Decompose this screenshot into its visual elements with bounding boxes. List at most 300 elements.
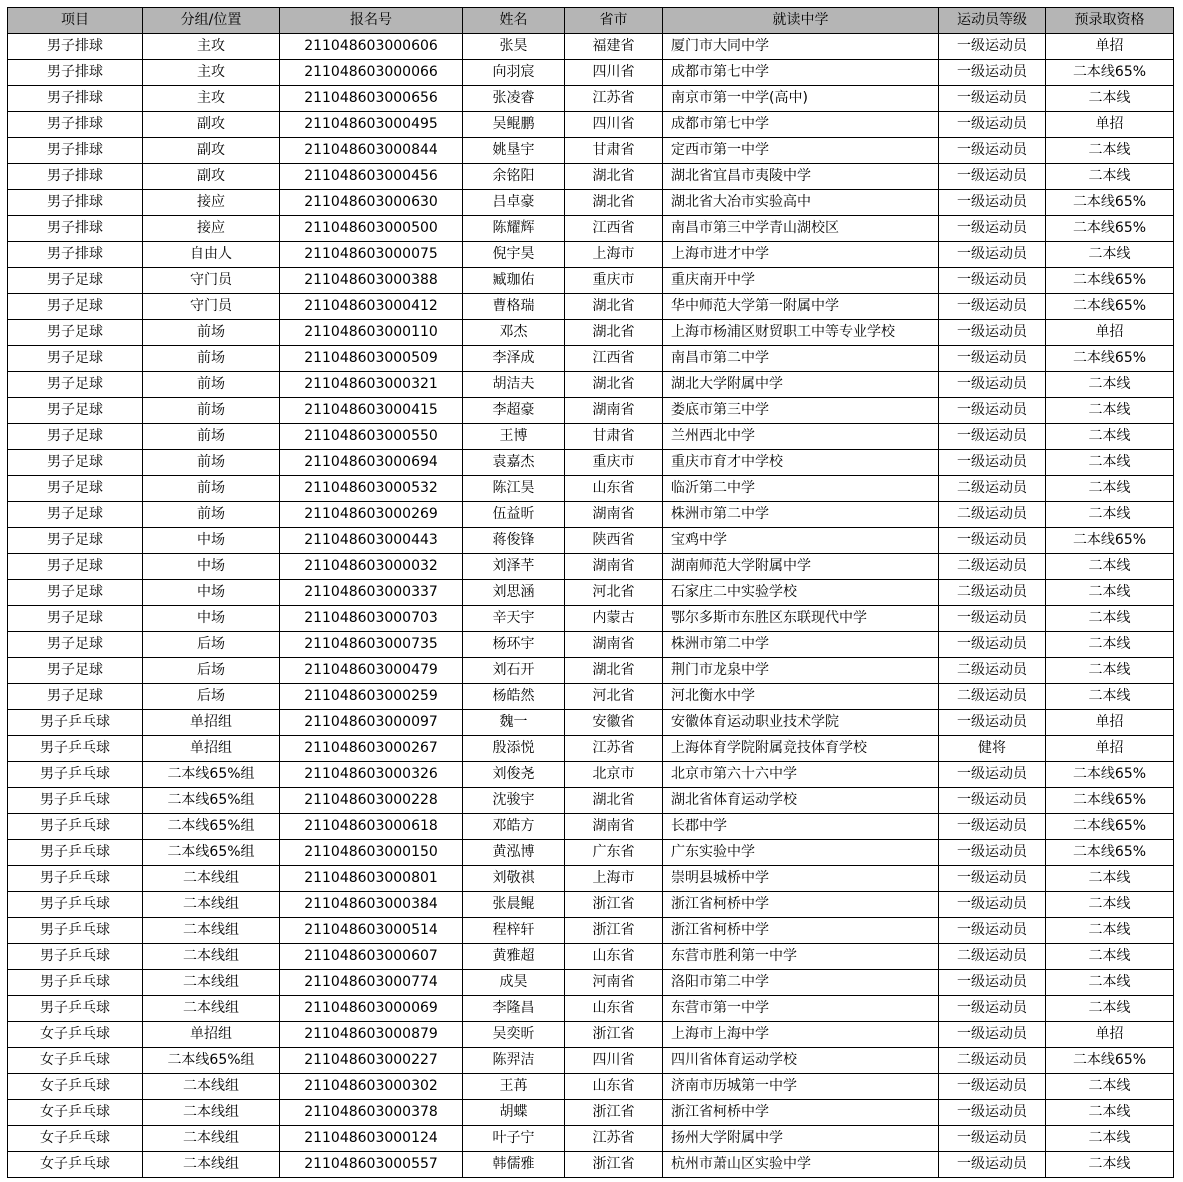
cell-registration-number: 211048603000124 [280, 1126, 463, 1152]
cell-project: 男子足球 [8, 346, 143, 372]
cell-name: 刘石开 [463, 658, 565, 684]
cell-school: 娄底市第三中学 [663, 398, 939, 424]
cell-admission-qualification: 二本线65% [1046, 346, 1174, 372]
cell-admission-qualification: 二本线 [1046, 918, 1174, 944]
cell-name: 吴鲲鹏 [463, 112, 565, 138]
cell-registration-number: 211048603000259 [280, 684, 463, 710]
cell-registration-number: 211048603000321 [280, 372, 463, 398]
cell-project: 男子排球 [8, 34, 143, 60]
cell-project: 男子排球 [8, 190, 143, 216]
cell-school: 四川省体育运动学校 [663, 1048, 939, 1074]
cell-school: 扬州大学附属中学 [663, 1126, 939, 1152]
table-row [8, 1100, 1174, 1126]
cell-project: 男子足球 [8, 320, 143, 346]
cell-province: 山东省 [565, 1074, 663, 1100]
cell-registration-number: 211048603000479 [280, 658, 463, 684]
cell-admission-qualification: 二本线65% [1046, 190, 1174, 216]
cell-province: 上海市 [565, 242, 663, 268]
cell-school: 广东实验中学 [663, 840, 939, 866]
cell-school: 浙江省柯桥中学 [663, 1100, 939, 1126]
cell-name: 辛天宇 [463, 606, 565, 632]
cell-school: 南昌市第二中学 [663, 346, 939, 372]
table-body [8, 34, 1174, 1178]
cell-province: 四川省 [565, 1048, 663, 1074]
cell-school: 北京市第六十六中学 [663, 762, 939, 788]
cell-registration-number: 211048603000618 [280, 814, 463, 840]
cell-name: 陈耀辉 [463, 216, 565, 242]
cell-project: 女子乒乓球 [8, 1022, 143, 1048]
cell-project: 男子足球 [8, 424, 143, 450]
cell-athlete-level: 二级运动员 [939, 684, 1046, 710]
cell-province: 湖南省 [565, 632, 663, 658]
cell-project: 男子排球 [8, 112, 143, 138]
cell-registration-number: 211048603000735 [280, 632, 463, 658]
cell-athlete-level: 一级运动员 [939, 294, 1046, 320]
cell-admission-qualification: 二本线65% [1046, 60, 1174, 86]
table-row [8, 710, 1174, 736]
cell-project: 男子排球 [8, 86, 143, 112]
cell-school: 浙江省柯桥中学 [663, 918, 939, 944]
cell-name: 殷添悦 [463, 736, 565, 762]
cell-province: 湖北省 [565, 788, 663, 814]
cell-athlete-level: 一级运动员 [939, 190, 1046, 216]
cell-group-position: 前场 [143, 320, 280, 346]
cell-province: 江西省 [565, 346, 663, 372]
table-row [8, 398, 1174, 424]
cell-admission-qualification: 单招 [1046, 112, 1174, 138]
cell-province: 山东省 [565, 944, 663, 970]
cell-project: 男子足球 [8, 502, 143, 528]
cell-name: 伍益昕 [463, 502, 565, 528]
cell-province: 江苏省 [565, 86, 663, 112]
cell-registration-number: 211048603000550 [280, 424, 463, 450]
cell-project: 男子乒乓球 [8, 918, 143, 944]
cell-group-position: 前场 [143, 476, 280, 502]
cell-athlete-level: 二级运动员 [939, 554, 1046, 580]
column-header-province: 省市 [565, 8, 663, 34]
cell-province: 四川省 [565, 112, 663, 138]
cell-school: 安徽体育运动职业技术学院 [663, 710, 939, 736]
cell-project: 男子足球 [8, 528, 143, 554]
cell-admission-qualification: 二本线65% [1046, 788, 1174, 814]
table-row [8, 138, 1174, 164]
cell-registration-number: 211048603000656 [280, 86, 463, 112]
table-row [8, 424, 1174, 450]
cell-school: 东营市胜利第一中学 [663, 944, 939, 970]
cell-athlete-level: 二级运动员 [939, 580, 1046, 606]
cell-province: 浙江省 [565, 1100, 663, 1126]
cell-admission-qualification: 二本线 [1046, 1100, 1174, 1126]
cell-group-position: 中场 [143, 554, 280, 580]
cell-province: 内蒙古 [565, 606, 663, 632]
cell-registration-number: 211048603000532 [280, 476, 463, 502]
cell-group-position: 守门员 [143, 294, 280, 320]
cell-school: 成都市第七中学 [663, 60, 939, 86]
table-header [8, 8, 1174, 34]
cell-registration-number: 211048603000384 [280, 892, 463, 918]
cell-registration-number: 211048603000557 [280, 1152, 463, 1178]
cell-school: 临沂第二中学 [663, 476, 939, 502]
cell-school: 长郡中学 [663, 814, 939, 840]
cell-admission-qualification: 二本线 [1046, 606, 1174, 632]
admission-table [7, 7, 1174, 1178]
cell-project: 男子乒乓球 [8, 814, 143, 840]
cell-admission-qualification: 二本线 [1046, 502, 1174, 528]
table-row [8, 684, 1174, 710]
cell-group-position: 副攻 [143, 112, 280, 138]
cell-name: 魏一 [463, 710, 565, 736]
cell-school: 重庆南开中学 [663, 268, 939, 294]
cell-school: 湖南师范大学附属中学 [663, 554, 939, 580]
table-row [8, 320, 1174, 346]
cell-group-position: 二本线组 [143, 996, 280, 1022]
cell-group-position: 主攻 [143, 86, 280, 112]
cell-project: 男子乒乓球 [8, 840, 143, 866]
cell-school: 湖北省宜昌市夷陵中学 [663, 164, 939, 190]
cell-school: 上海市上海中学 [663, 1022, 939, 1048]
cell-school: 南京市第一中学(高中) [663, 86, 939, 112]
column-header-group-position: 分组/位置 [143, 8, 280, 34]
table-row [8, 528, 1174, 554]
cell-name: 邓杰 [463, 320, 565, 346]
cell-group-position: 前场 [143, 372, 280, 398]
cell-admission-qualification: 二本线 [1046, 138, 1174, 164]
table-row [8, 242, 1174, 268]
cell-name: 向羽宸 [463, 60, 565, 86]
cell-name: 蒋俊锋 [463, 528, 565, 554]
cell-group-position: 二本线65%组 [143, 788, 280, 814]
cell-registration-number: 211048603000456 [280, 164, 463, 190]
cell-province: 湖北省 [565, 294, 663, 320]
cell-school: 浙江省柯桥中学 [663, 892, 939, 918]
cell-registration-number: 211048603000150 [280, 840, 463, 866]
cell-school: 湖北大学附属中学 [663, 372, 939, 398]
cell-province: 湖南省 [565, 554, 663, 580]
cell-province: 陕西省 [565, 528, 663, 554]
cell-school: 湖北省大冶市实验高中 [663, 190, 939, 216]
cell-province: 上海市 [565, 866, 663, 892]
cell-registration-number: 211048603000075 [280, 242, 463, 268]
cell-name: 杨皓然 [463, 684, 565, 710]
cell-school: 兰州西北中学 [663, 424, 939, 450]
table-row [8, 658, 1174, 684]
cell-name: 沈骏宇 [463, 788, 565, 814]
cell-province: 山东省 [565, 476, 663, 502]
cell-admission-qualification: 二本线 [1046, 632, 1174, 658]
cell-name: 邓皓方 [463, 814, 565, 840]
cell-name: 刘思涵 [463, 580, 565, 606]
cell-project: 男子足球 [8, 554, 143, 580]
cell-admission-qualification: 二本线65% [1046, 216, 1174, 242]
cell-school: 成都市第七中学 [663, 112, 939, 138]
cell-athlete-level: 一级运动员 [939, 320, 1046, 346]
cell-school: 石家庄二中实验学校 [663, 580, 939, 606]
cell-name: 王苒 [463, 1074, 565, 1100]
cell-registration-number: 211048603000495 [280, 112, 463, 138]
cell-school: 河北衡水中学 [663, 684, 939, 710]
cell-athlete-level: 一级运动员 [939, 814, 1046, 840]
cell-group-position: 二本线组 [143, 970, 280, 996]
cell-registration-number: 211048603000337 [280, 580, 463, 606]
cell-name: 臧珈佑 [463, 268, 565, 294]
cell-athlete-level: 一级运动员 [939, 86, 1046, 112]
cell-name: 杨环宇 [463, 632, 565, 658]
cell-project: 男子乒乓球 [8, 762, 143, 788]
cell-school: 杭州市萧山区实验中学 [663, 1152, 939, 1178]
cell-registration-number: 211048603000607 [280, 944, 463, 970]
cell-admission-qualification: 单招 [1046, 710, 1174, 736]
cell-athlete-level: 一级运动员 [939, 424, 1046, 450]
cell-admission-qualification: 二本线65% [1046, 814, 1174, 840]
cell-admission-qualification: 二本线 [1046, 476, 1174, 502]
cell-name: 曹格瑞 [463, 294, 565, 320]
cell-name: 刘俊尧 [463, 762, 565, 788]
cell-registration-number: 211048603000801 [280, 866, 463, 892]
cell-group-position: 二本线组 [143, 1074, 280, 1100]
cell-athlete-level: 二级运动员 [939, 658, 1046, 684]
cell-group-position: 单招组 [143, 710, 280, 736]
cell-name: 韩儒雅 [463, 1152, 565, 1178]
cell-group-position: 中场 [143, 580, 280, 606]
cell-registration-number: 211048603000066 [280, 60, 463, 86]
table-row [8, 736, 1174, 762]
cell-group-position: 自由人 [143, 242, 280, 268]
cell-group-position: 后场 [143, 684, 280, 710]
cell-athlete-level: 一级运动员 [939, 1100, 1046, 1126]
cell-project: 女子乒乓球 [8, 1152, 143, 1178]
cell-athlete-level: 一级运动员 [939, 268, 1046, 294]
cell-project: 男子足球 [8, 372, 143, 398]
cell-name: 胡洁夫 [463, 372, 565, 398]
cell-province: 重庆市 [565, 268, 663, 294]
cell-group-position: 中场 [143, 528, 280, 554]
cell-name: 程梓轩 [463, 918, 565, 944]
table-row [8, 112, 1174, 138]
cell-province: 湖北省 [565, 320, 663, 346]
cell-athlete-level: 一级运动员 [939, 710, 1046, 736]
cell-athlete-level: 一级运动员 [939, 216, 1046, 242]
cell-school: 重庆市育才中学校 [663, 450, 939, 476]
cell-province: 湖北省 [565, 190, 663, 216]
cell-registration-number: 211048603000228 [280, 788, 463, 814]
cell-project: 男子乒乓球 [8, 970, 143, 996]
cell-project: 男子足球 [8, 476, 143, 502]
cell-group-position: 二本线65%组 [143, 840, 280, 866]
cell-project: 男子足球 [8, 294, 143, 320]
cell-name: 姚垦宇 [463, 138, 565, 164]
table-row [8, 892, 1174, 918]
cell-project: 女子乒乓球 [8, 1100, 143, 1126]
cell-registration-number: 211048603000703 [280, 606, 463, 632]
cell-name: 叶子宁 [463, 1126, 565, 1152]
cell-province: 浙江省 [565, 1022, 663, 1048]
cell-athlete-level: 二级运动员 [939, 502, 1046, 528]
cell-name: 王博 [463, 424, 565, 450]
cell-admission-qualification: 二本线 [1046, 450, 1174, 476]
cell-admission-qualification: 二本线65% [1046, 1048, 1174, 1074]
cell-project: 男子排球 [8, 242, 143, 268]
cell-admission-qualification: 二本线65% [1046, 762, 1174, 788]
cell-name: 倪宇昊 [463, 242, 565, 268]
table-row [8, 918, 1174, 944]
table-row [8, 346, 1174, 372]
cell-registration-number: 211048603000630 [280, 190, 463, 216]
cell-school: 上海体育学院附属竞技体育学校 [663, 736, 939, 762]
cell-registration-number: 211048603000606 [280, 34, 463, 60]
cell-project: 男子乒乓球 [8, 736, 143, 762]
cell-admission-qualification: 二本线 [1046, 164, 1174, 190]
cell-admission-qualification: 单招 [1046, 1022, 1174, 1048]
cell-province: 浙江省 [565, 892, 663, 918]
cell-registration-number: 211048603000774 [280, 970, 463, 996]
cell-school: 济南市历城第一中学 [663, 1074, 939, 1100]
cell-school: 宝鸡中学 [663, 528, 939, 554]
table-row [8, 970, 1174, 996]
cell-admission-qualification: 二本线 [1046, 944, 1174, 970]
cell-school: 厦门市大同中学 [663, 34, 939, 60]
cell-group-position: 二本线组 [143, 918, 280, 944]
cell-project: 男子乒乓球 [8, 892, 143, 918]
cell-group-position: 前场 [143, 450, 280, 476]
cell-registration-number: 211048603000326 [280, 762, 463, 788]
cell-province: 江西省 [565, 216, 663, 242]
cell-province: 福建省 [565, 34, 663, 60]
column-header-project: 项目 [8, 8, 143, 34]
cell-province: 湖北省 [565, 164, 663, 190]
cell-group-position: 二本线组 [143, 1126, 280, 1152]
cell-project: 男子足球 [8, 658, 143, 684]
cell-province: 山东省 [565, 996, 663, 1022]
table-row [8, 788, 1174, 814]
cell-project: 男子乒乓球 [8, 710, 143, 736]
cell-group-position: 二本线组 [143, 866, 280, 892]
cell-athlete-level: 一级运动员 [939, 242, 1046, 268]
cell-admission-qualification: 二本线 [1046, 1074, 1174, 1100]
cell-name: 袁嘉杰 [463, 450, 565, 476]
cell-school: 鄂尔多斯市东胜区东联现代中学 [663, 606, 939, 632]
cell-admission-qualification: 二本线 [1046, 658, 1174, 684]
cell-name: 张昊 [463, 34, 565, 60]
table-row [8, 502, 1174, 528]
cell-project: 男子排球 [8, 138, 143, 164]
cell-registration-number: 211048603000097 [280, 710, 463, 736]
cell-project: 女子乒乓球 [8, 1074, 143, 1100]
cell-group-position: 二本线组 [143, 1152, 280, 1178]
table-row [8, 840, 1174, 866]
cell-group-position: 前场 [143, 502, 280, 528]
cell-athlete-level: 一级运动员 [939, 60, 1046, 86]
cell-athlete-level: 二级运动员 [939, 944, 1046, 970]
cell-province: 湖南省 [565, 814, 663, 840]
cell-name: 陈羿洁 [463, 1048, 565, 1074]
cell-group-position: 二本线组 [143, 944, 280, 970]
cell-province: 浙江省 [565, 918, 663, 944]
cell-name: 张晨鲲 [463, 892, 565, 918]
cell-athlete-level: 一级运动员 [939, 1152, 1046, 1178]
cell-group-position: 前场 [143, 346, 280, 372]
cell-school: 崇明县城桥中学 [663, 866, 939, 892]
cell-name: 陈江昊 [463, 476, 565, 502]
cell-group-position: 主攻 [143, 34, 280, 60]
cell-athlete-level: 一级运动员 [939, 892, 1046, 918]
cell-registration-number: 211048603000110 [280, 320, 463, 346]
cell-school: 南昌市第三中学青山湖校区 [663, 216, 939, 242]
cell-group-position: 二本线组 [143, 892, 280, 918]
cell-athlete-level: 二级运动员 [939, 476, 1046, 502]
table-row [8, 86, 1174, 112]
cell-admission-qualification: 二本线 [1046, 892, 1174, 918]
cell-project: 男子乒乓球 [8, 788, 143, 814]
cell-registration-number: 211048603000269 [280, 502, 463, 528]
cell-admission-qualification: 二本线 [1046, 398, 1174, 424]
cell-admission-qualification: 单招 [1046, 320, 1174, 346]
column-header-registration-number: 报名号 [280, 8, 463, 34]
cell-admission-qualification: 单招 [1046, 736, 1174, 762]
cell-school: 上海市杨浦区财贸职工中等专业学校 [663, 320, 939, 346]
cell-admission-qualification: 二本线 [1046, 372, 1174, 398]
cell-admission-qualification: 二本线 [1046, 424, 1174, 450]
column-header-school: 就读中学 [663, 8, 939, 34]
cell-province: 浙江省 [565, 1152, 663, 1178]
table-row [8, 606, 1174, 632]
cell-name: 李泽成 [463, 346, 565, 372]
cell-project: 男子足球 [8, 632, 143, 658]
cell-admission-qualification: 二本线 [1046, 684, 1174, 710]
cell-athlete-level: 一级运动员 [939, 1074, 1046, 1100]
table-row [8, 762, 1174, 788]
table-row [8, 814, 1174, 840]
cell-admission-qualification: 二本线 [1046, 1126, 1174, 1152]
cell-school: 上海市进才中学 [663, 242, 939, 268]
cell-name: 黄泓博 [463, 840, 565, 866]
cell-province: 湖南省 [565, 502, 663, 528]
cell-admission-qualification: 二本线65% [1046, 294, 1174, 320]
table-row [8, 268, 1174, 294]
table-row [8, 190, 1174, 216]
table-row [8, 164, 1174, 190]
cell-school: 洛阳市第二中学 [663, 970, 939, 996]
cell-registration-number: 211048603000509 [280, 346, 463, 372]
cell-admission-qualification: 二本线 [1046, 1152, 1174, 1178]
cell-athlete-level: 一级运动员 [939, 970, 1046, 996]
cell-admission-qualification: 二本线 [1046, 996, 1174, 1022]
cell-registration-number: 211048603000415 [280, 398, 463, 424]
table-row [8, 216, 1174, 242]
cell-province: 四川省 [565, 60, 663, 86]
cell-project: 男子乒乓球 [8, 866, 143, 892]
cell-athlete-level: 一级运动员 [939, 762, 1046, 788]
table-row [8, 866, 1174, 892]
header-row [8, 8, 1174, 34]
cell-athlete-level: 二级运动员 [939, 1048, 1046, 1074]
cell-athlete-level: 一级运动员 [939, 450, 1046, 476]
cell-group-position: 单招组 [143, 1022, 280, 1048]
cell-school: 东营市第一中学 [663, 996, 939, 1022]
cell-group-position: 后场 [143, 658, 280, 684]
cell-name: 胡蝶 [463, 1100, 565, 1126]
cell-admission-qualification: 二本线 [1046, 86, 1174, 112]
table-row [8, 944, 1174, 970]
cell-province: 湖南省 [565, 398, 663, 424]
cell-group-position: 后场 [143, 632, 280, 658]
cell-province: 广东省 [565, 840, 663, 866]
cell-registration-number: 211048603000412 [280, 294, 463, 320]
table-row [8, 996, 1174, 1022]
cell-athlete-level: 一级运动员 [939, 372, 1046, 398]
cell-province: 湖北省 [565, 658, 663, 684]
cell-registration-number: 211048603000694 [280, 450, 463, 476]
cell-group-position: 单招组 [143, 736, 280, 762]
